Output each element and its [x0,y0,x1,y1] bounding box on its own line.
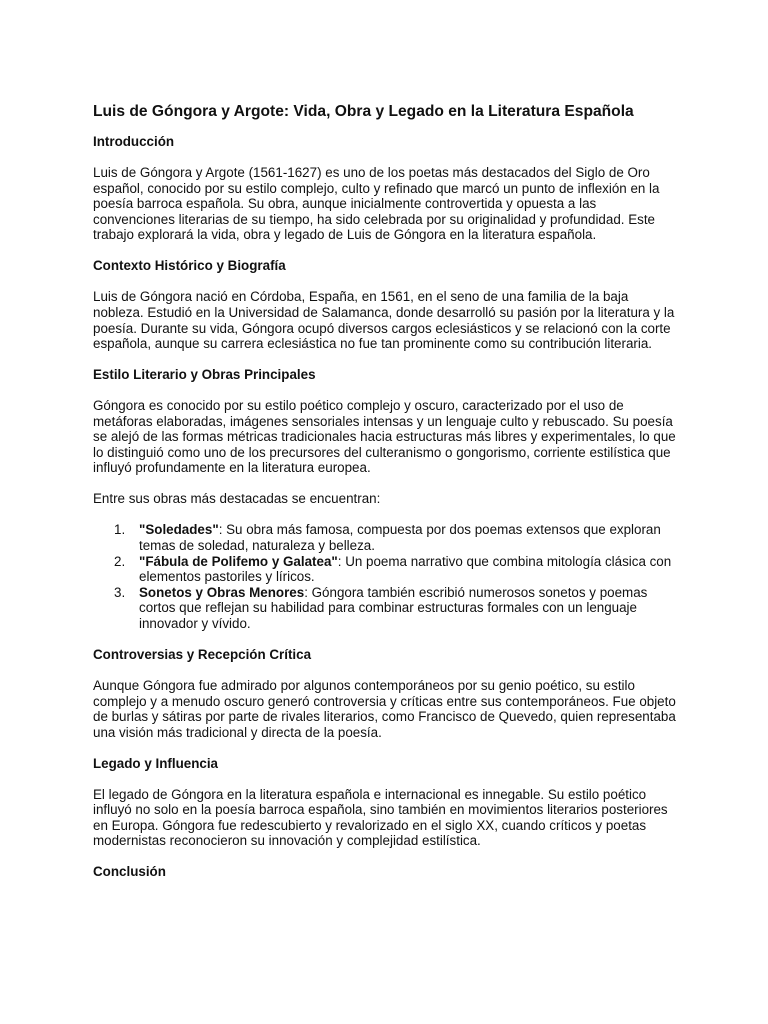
list-item [93,522,678,553]
list-item [93,585,678,632]
work-description: : Góngora también escribió numerosos sonetos y poemas cortos que reflejan su habilidad para combinar estructuras formales con un lenguaje innovador y vívido. [139,584,648,631]
heading-introduccion: Introducción [93,134,175,149]
heading-legado: Legado y Influencia [93,755,219,771]
paragraph-estilo: Góngora es conocido por su estilo poético complejo y oscuro, caracterizado por el uso de metáforas elaboradas, imágenes sensoriales intensas y un lenguaje culto y rebuscado. Su poesía se alejó de las formas métricas tradicionales hacia estructuras más libres y experimentales, lo que lo distinguió como uno de los precursores del culteranismo o gongorismo, corriente estilística que influyó profundamente en la literatura europea. [93,398,676,476]
work-title: Sonetos y Obras Menores [139,584,305,600]
work-description: : Su obra más famosa, compuesta por dos poemas extensos que exploran temas de soledad, naturaleza y belleza. [139,522,661,554]
list-item [93,554,678,585]
list-item-number: 2. [114,553,126,569]
work-description: : Un poema narrativo que combina mitología clásica con elementos pastoriles y líricos. [139,553,672,585]
heading-contexto: Contexto Histórico y Biografía [93,258,286,274]
paragraph-contexto: Luis de Góngora nació en Córdoba, España, en 1561, en el seno de una familia de la baja nobleza. Estudió en la Universidad de Salamanca, donde desarrolló su pasión por la literatura y la poesía. Durante su vida, Góngora ocupó diversos cargos eclesiásticos y se relacionó con la corte española, aunque su carrera eclesiástica no fue tan prominente como su contribución literaria. [93,289,675,352]
paragraph-controversias: Aunque Góngora fue admirado por algunos contemporáneos por su genio poético, su estilo complejo y a menudo oscuro generó controversia y críticas entre sus contemporáneos. Fue objeto de burlas y sátiras por parte de rivales literarios, como Francisco de Quevedo, quien representaba una visión más tradicional y directa de la poesía. [93,677,676,740]
paragraph-introduccion: Luis de Góngora y Argote (1561-1627) es uno de los poetas más destacados del Siglo de Oro español, conocido por su estilo complejo, culto y refinado que marcó un punto de inflexión en la poesía barroca española. Su obra, aunque inicialmente controvertida y opuesta a las convenciones literarias de su tiempo, ha sido celebrada por su originalidad y profundidad. Este trabajo explorará la vida, obra y legado de Luis de Góngora en la literatura española. [93,164,660,243]
document-page [93,103,678,880]
heading-controversias: Controversias y Recepción Crítica [93,646,312,662]
heading-estilo: Estilo Literario y Obras Principales [93,367,316,383]
list-item-number: 1. [114,522,126,538]
document-title: Luis de Góngora y Argote: Vida, Obra y Legado en la Literatura Española [93,103,634,120]
list-intro: Entre sus obras más destacadas se encuentran: [93,491,381,507]
heading-conclusion: Conclusión [93,864,166,880]
list-item-number: 3. [114,584,126,600]
work-title: "Soledades" [139,522,219,538]
paragraph-legado: El legado de Góngora en la literatura española e internacional es innegable. Su estilo poético influyó no solo en la poesía barroca española, sino también en movimientos literarios posteriores en Europa. Góngora fue redescubierto y revalorizado en el siglo XX, cuando críticos y poetas modernistas reconocieron su innovación y complejidad estilística. [93,786,668,849]
work-title: "Fábula de Polifemo y Galatea" [139,553,338,569]
works-list [93,522,678,631]
